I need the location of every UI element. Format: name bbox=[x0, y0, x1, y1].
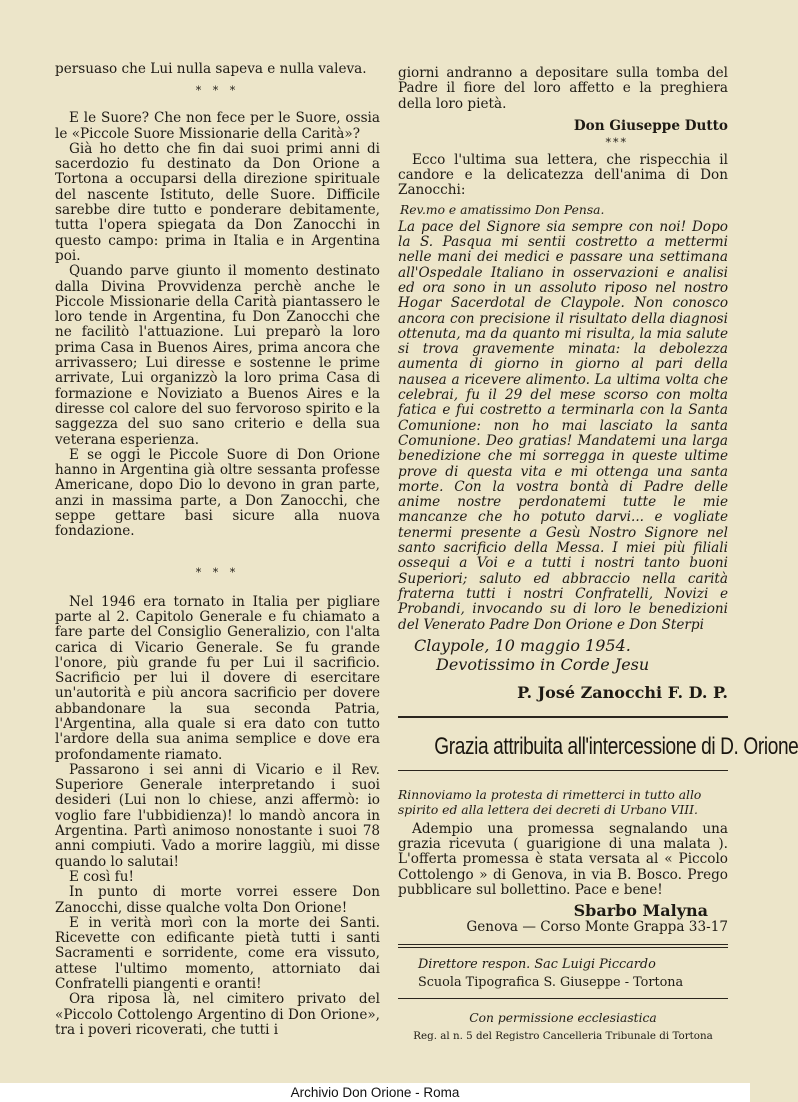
author-signature: Don Giuseppe Dutto bbox=[573, 117, 728, 134]
paragraph-inverita: E in verità morì con la morte dei Santi. Ricevette con edificante pietà tutti i santi Sacramenti e sorridente, come era vissuto, attese l'ultimo momento, attorniato dai Confratelli piangenti e oranti! bbox=[55, 914, 380, 993]
grazia-body: Adempio una promessa segnalando una grazia ricevuta ( guarigione di una malata ). L'offerta promessa è stata versata al « Piccolo Cottolengo » di Genova, in via B. Bosco. Prego pubblicare sul bollettino. Pace e bene! bbox=[398, 820, 728, 898]
letter-salutation: Rev.mo e amatissimo Don Pensa. bbox=[400, 202, 605, 217]
letter-closing: Devotissimo in Corde Jesu bbox=[436, 654, 650, 674]
grazia-signature: Sbarbo Malyna bbox=[573, 901, 708, 921]
left-column bbox=[55, 62, 380, 1038]
imprint-registration: Reg. al n. 5 del Registro Cancelleria Tribunale di Tortona bbox=[413, 1029, 713, 1042]
section-separator: * * * bbox=[195, 565, 240, 579]
imprint-permission: Con permissione ecclesiastica bbox=[469, 1010, 657, 1025]
paragraph-1946: Nel 1946 era tornato in Italia per pigliare parte al 2. Capitolo Generale e fu chiamato a fare parte del Consiglio Generalizio, con l'alta carica di Vicario Generale. Se fu grande l'onore, più grande fu per Lui il sacrificio. Sacrificio per lui il dovere di esercitare un'autorità e più ancora sacrificio per dovere abbandonare la sua seconda Patria, l'Argentina, alla quale si era dato con tutto l'ardore della sua anima semplice e dove era profondamente riamato. bbox=[55, 593, 380, 763]
section-separator: *** bbox=[605, 135, 628, 149]
letter-body: La pace del Signore sia sempre con noi! Dopo la S. Pasqua mi sentii costretto a mettermi nelle mani dei medici e passare una settimana all'Ospedale Italiano in osservazioni e analisi ed ora sono in un assoluto riposo nel nostro Hogar Sacerdotal de Claypole. Non conosco ancora con precisione il risultato della diagnosi ottenuta, ma da quanto mi risulta, la mia salute si trova gravemente minata: la debolezza aumenta di giorno in giorno al pari della nausea a ricevere alimento. La ultima volta che celebrai, fu il 29 del mese scorso con molta fatica e fui costretto a terminarla con la Santa Comunione: non ho mai lasciato la santa Comunione. Deo gratias! Mandatemi una larga benedizione che mi sorregga in queste ultime prove di questa vita e mi ottenga una santa morte. Con la vostra bontà di Padre delle anime nostre perdonatemi tutte le mie mancanze che ho potuto darvi... e vogliate tenermi presente a Gesù Nostro Signore nel santo sacrificio della Messa. I miei più filiali ossequi a Voi e a tutti i nostri tanto buoni Superiori; saluto ed abbraccio nella carità fraterna tutti i nostri Confratelli, Novizi e Probandi, invocando su di loro le benedizioni del Venerato Padre Don Orione e Don Sterpi bbox=[398, 218, 728, 633]
grazia-title: Grazia attribuita all'intercessione di D. Orione bbox=[434, 732, 798, 760]
paragraph-passarono: Passarono i sei anni di Vicario e il Rev. Superiore Generale interpretando i suoi desideri (Lui non lo chiese, anzi affermò: io voglio fare l'ubbidienza)! lo mandò ancora in Argentina. Partì animoso nonostante i suoi 78 anni compiuti. Vado a morire laggiù, mi disse quando lo salutai! bbox=[55, 761, 380, 870]
imprint-rule bbox=[398, 944, 728, 948]
paragraph-ecco: Ecco l'ultima sua lettera, che rispecchia il candore e la delicatezza dell'anima di Don Zanocchi: bbox=[398, 151, 728, 199]
paragraph-quando: Quando parve giunto il momento destinato dalla Divina Provvidenza perchè anche le Piccole Missionarie della Carità piantassero le loro tende in Argentina, fu Don Zanocchi che ne facilitò l'attuazione. Lui preparò la loro prima Casa in Buenos Aires, prima ancora che arrivassero; Lui diresse e sostenne le prime arrivate, Lui organizzò la loro prima Casa di formazione e Noviziato a Buenos Aires e la diresse col calore del suo fervoroso spirito e la saggezza del suo sano criterio e della sua veterana esperienza. bbox=[55, 263, 380, 448]
section-separator: * * * bbox=[195, 84, 240, 98]
paragraph-giorni: giorni andranno a depositare sulla tomba del Padre il fiore del loro affetto e la preghiera della loro pietà. bbox=[398, 65, 728, 112]
imprint-printer: Scuola Tipografica S. Giuseppe - Tortona bbox=[418, 974, 684, 990]
letter-date: Claypole, 10 maggio 1954. bbox=[414, 635, 631, 655]
archive-footer bbox=[0, 1083, 750, 1102]
paragraph-inpunto: In punto di morte vorrei essere Don Zanocchi, disse qualche volta Don Orione! bbox=[55, 884, 380, 916]
right-column bbox=[398, 65, 798, 1043]
paragraph-ora: Ora riposa là, nel cimitero privato del «Piccolo Cottolengo Argentino di Don Orione», tra i poveri ricoverati, che tutti i bbox=[55, 991, 380, 1038]
paragraph-cosi: E così fu! bbox=[69, 868, 134, 885]
paragraph-oggi: E se oggi le Piccole Suore di Don Orione hanno in Argentina già oltre sessanta professe Americane, dopo Dio lo devono in gran parte, anzi in massima parte, a Don Zanocchi, che seppe gettare basi sicure alla nuova fondazione. bbox=[55, 446, 380, 540]
paragraph-gia: Già ho detto che fin dai suoi primi anni di sacerdozio fu destinato da Don Orione a Tortona a occuparsi della direzione spirituale del nascente Istituto, delle Suore. Difficile sarebbe dire tutto e ponderare debitamente, tutta l'opera spiegata da Don Zanocchi in questo campo: prima in Italia e in Argentina poi. bbox=[55, 140, 380, 264]
imprint-director bbox=[398, 956, 728, 974]
paragraph-suore: E le Suore? Che non fece per le Suore, ossia le «Piccole Suore Missionarie della Carità»? bbox=[55, 110, 380, 142]
grazia-address: Genova — Corso Monte Grappa 33-17 bbox=[466, 919, 728, 936]
paragraph-intro: persuaso che Lui nulla sapeva e nulla valeva. bbox=[55, 61, 367, 77]
archive-label: Archivio Don Orione - Roma bbox=[290, 1085, 460, 1100]
imprint-director-text: Direttore respon. Sac Luigi Piccardo bbox=[418, 956, 656, 972]
letter-signature: P. José Zanocchi F. D. P. bbox=[517, 682, 728, 702]
imprint-bottom-rule bbox=[398, 998, 728, 999]
grazia-protest: Rinnoviamo la protesta di rimetterci in tutto allo spirito ed alla lettera dei decreti di Urbano VIII. bbox=[398, 787, 702, 817]
